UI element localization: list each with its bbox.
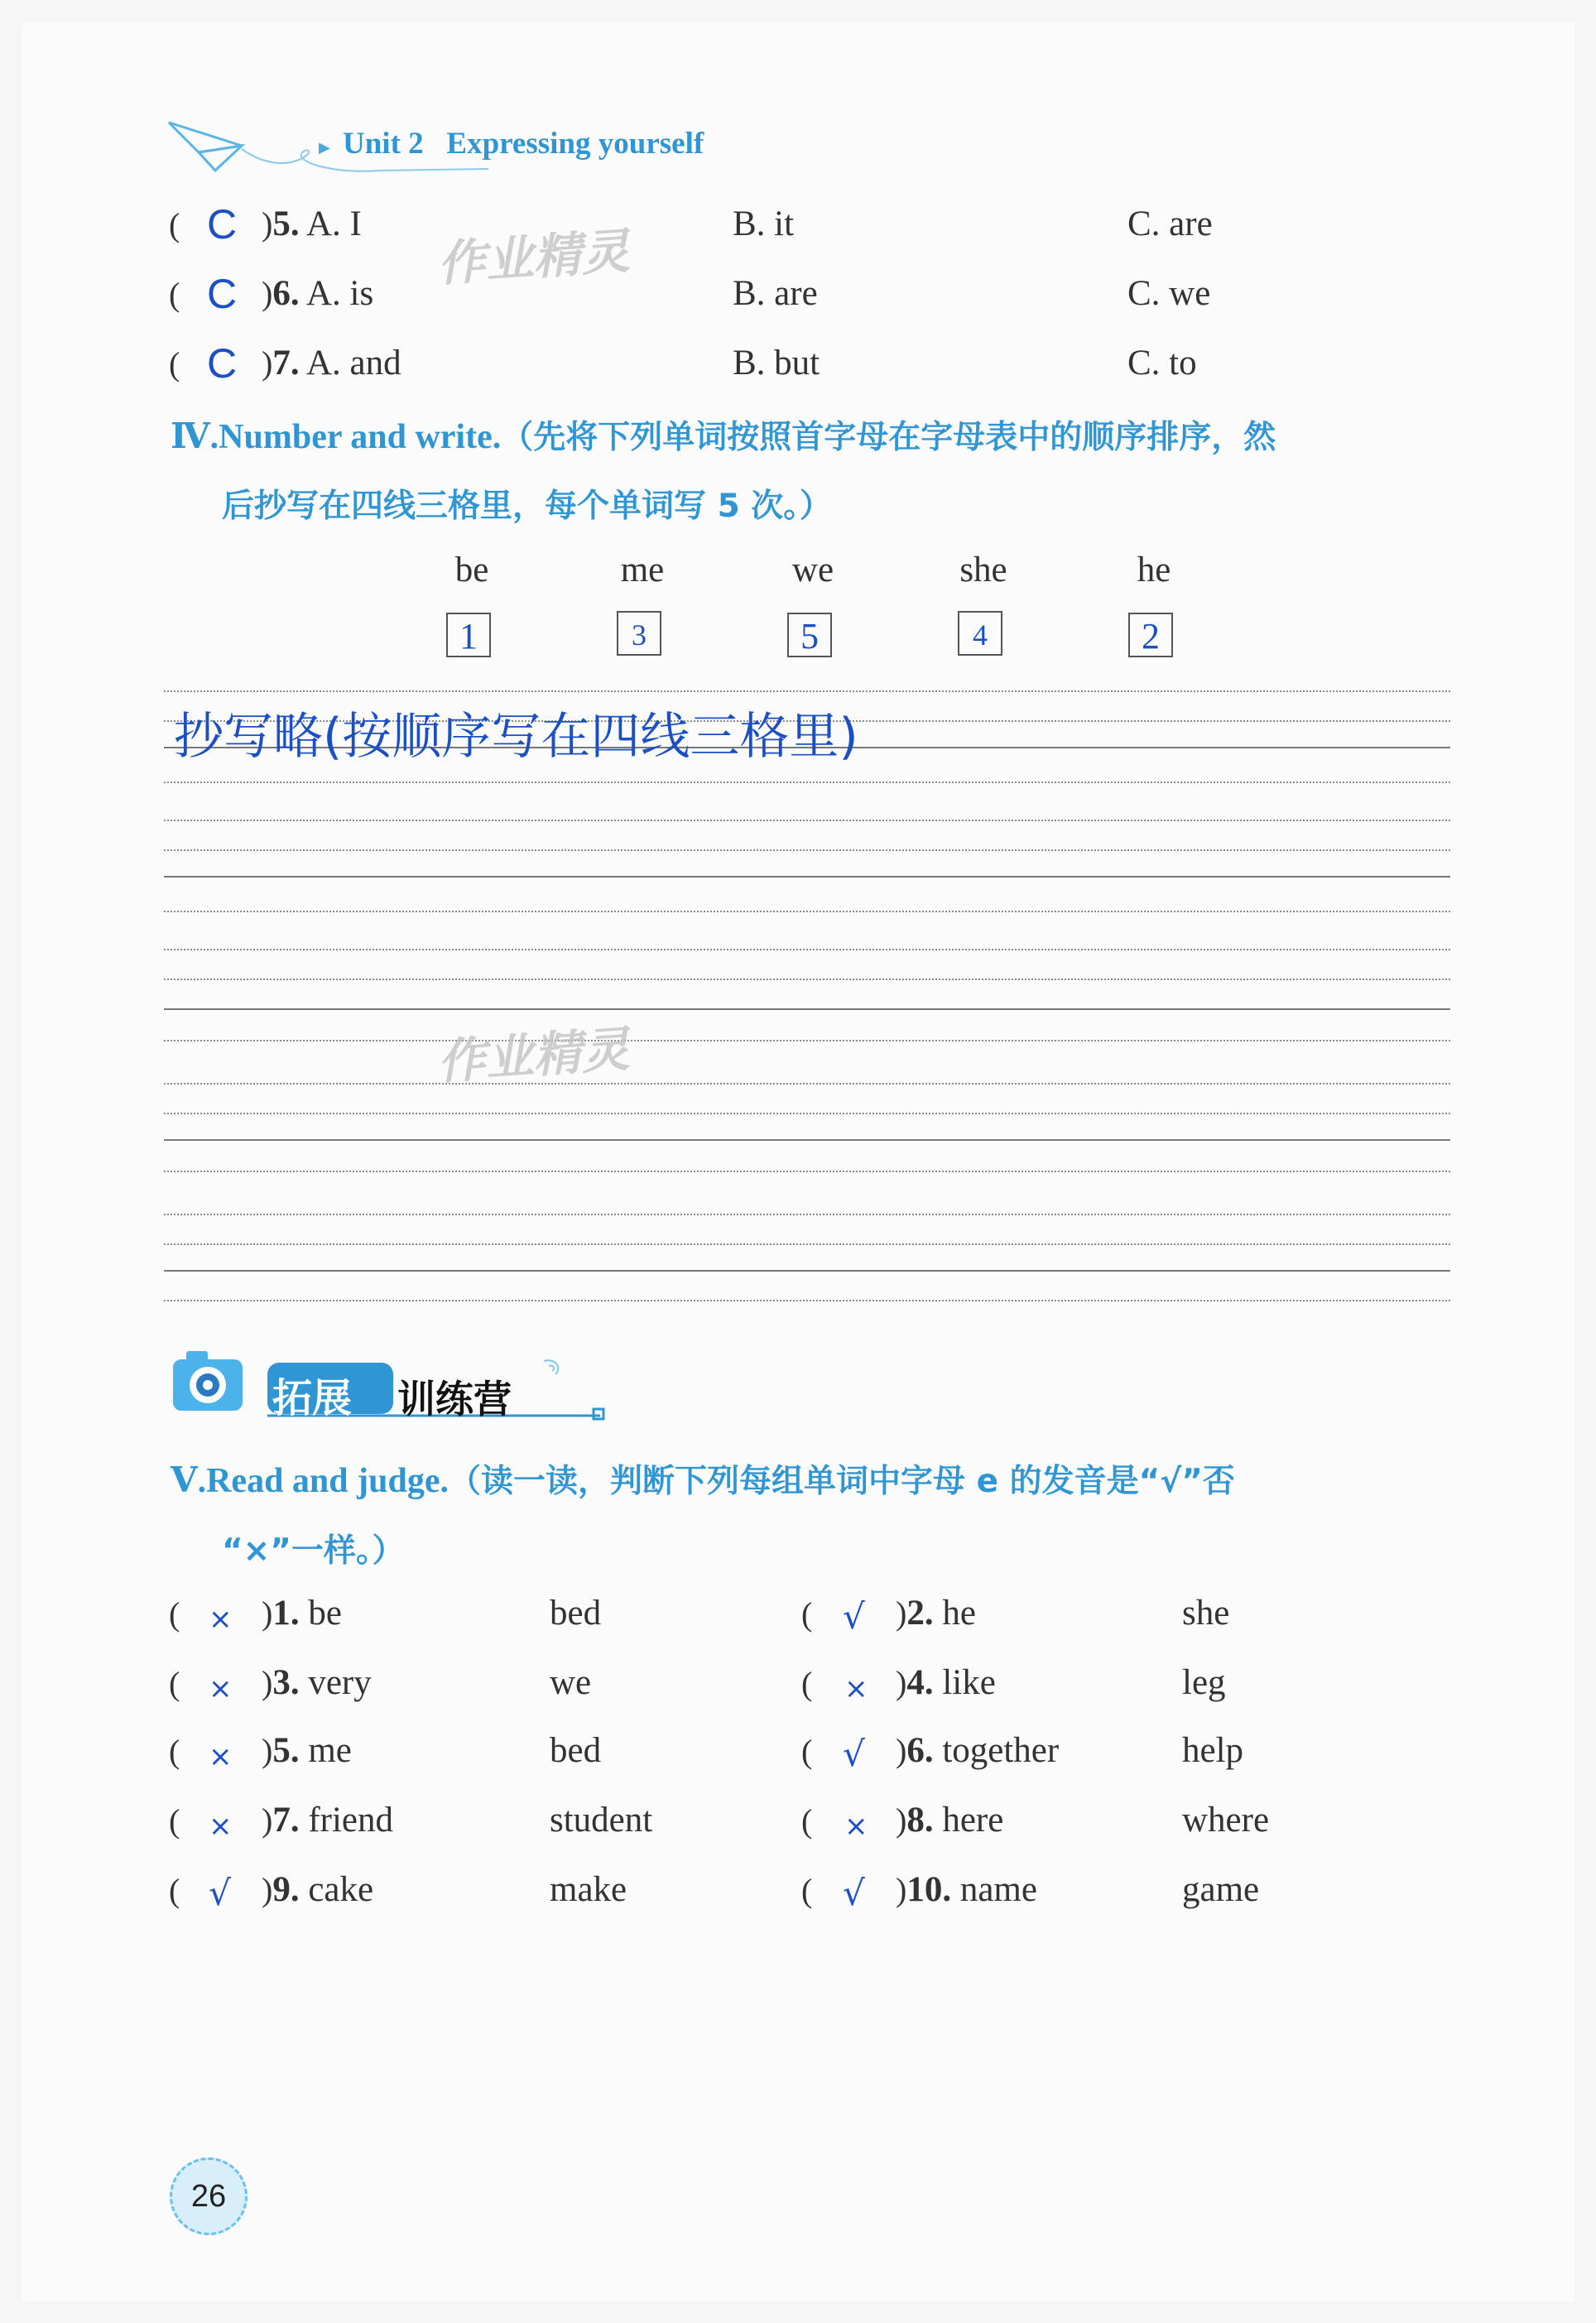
judge-mark[interactable]: × (209, 1603, 233, 1636)
answer-choice[interactable]: C (207, 271, 238, 317)
answer-choice[interactable]: C (207, 201, 238, 248)
order-box[interactable]: 3 (617, 611, 661, 656)
word-label: we (791, 551, 834, 589)
section4-instruction: 后抄写在四线三格里，每个单词写 5 次。） (222, 488, 832, 525)
word-label: be (454, 551, 489, 589)
expand-banner (170, 1333, 617, 1424)
copy-answer: 抄写略(按顺序写在四线三格里) (174, 708, 858, 766)
section5-title: Ⅴ.Read and judge.（读一读，判断下列每组单词中字母 e 的发音是“√”否 (171, 1462, 1235, 1500)
order-box[interactable]: 1 (446, 613, 491, 657)
page-number: 26 (170, 2157, 248, 2235)
watermark: 作业精灵 (435, 222, 632, 292)
section4-title: Ⅳ.Number and write.（先将下列单词按照首字母在字母表中的顺序排序，然 (171, 418, 1276, 456)
judge-mark[interactable]: √ (209, 1873, 231, 1913)
judge-mark[interactable]: √ (843, 1596, 865, 1637)
word-label: he (1137, 551, 1171, 589)
judge-mark[interactable]: √ (843, 1873, 865, 1913)
answer-choice[interactable]: C (207, 340, 238, 387)
judge-mark[interactable]: × (209, 1810, 233, 1843)
watermark: 作业精灵 (435, 1020, 632, 1090)
unit-title: Unit 2 Expressing yourself (343, 127, 704, 161)
section5-instruction: “×”一样。） (222, 1532, 405, 1570)
word-label: me (620, 551, 665, 589)
unit-header (166, 116, 745, 182)
expand-tag: 拓展 (272, 1375, 353, 1421)
judge-mark[interactable]: × (209, 1672, 233, 1705)
judge-mark[interactable]: × (209, 1740, 233, 1773)
judge-mark[interactable]: × (844, 1672, 868, 1705)
judge-mark[interactable]: × (844, 1810, 868, 1843)
order-box[interactable]: 4 (958, 611, 1002, 656)
expand-label: 训练营 (397, 1377, 512, 1421)
word-label: she (959, 551, 1007, 589)
order-box[interactable]: 2 (1128, 613, 1173, 657)
judge-mark[interactable]: √ (843, 1734, 865, 1774)
camera-icon (170, 1333, 617, 1424)
order-box[interactable]: 5 (787, 613, 832, 657)
triangle-marker-icon: ▶ (319, 139, 330, 156)
